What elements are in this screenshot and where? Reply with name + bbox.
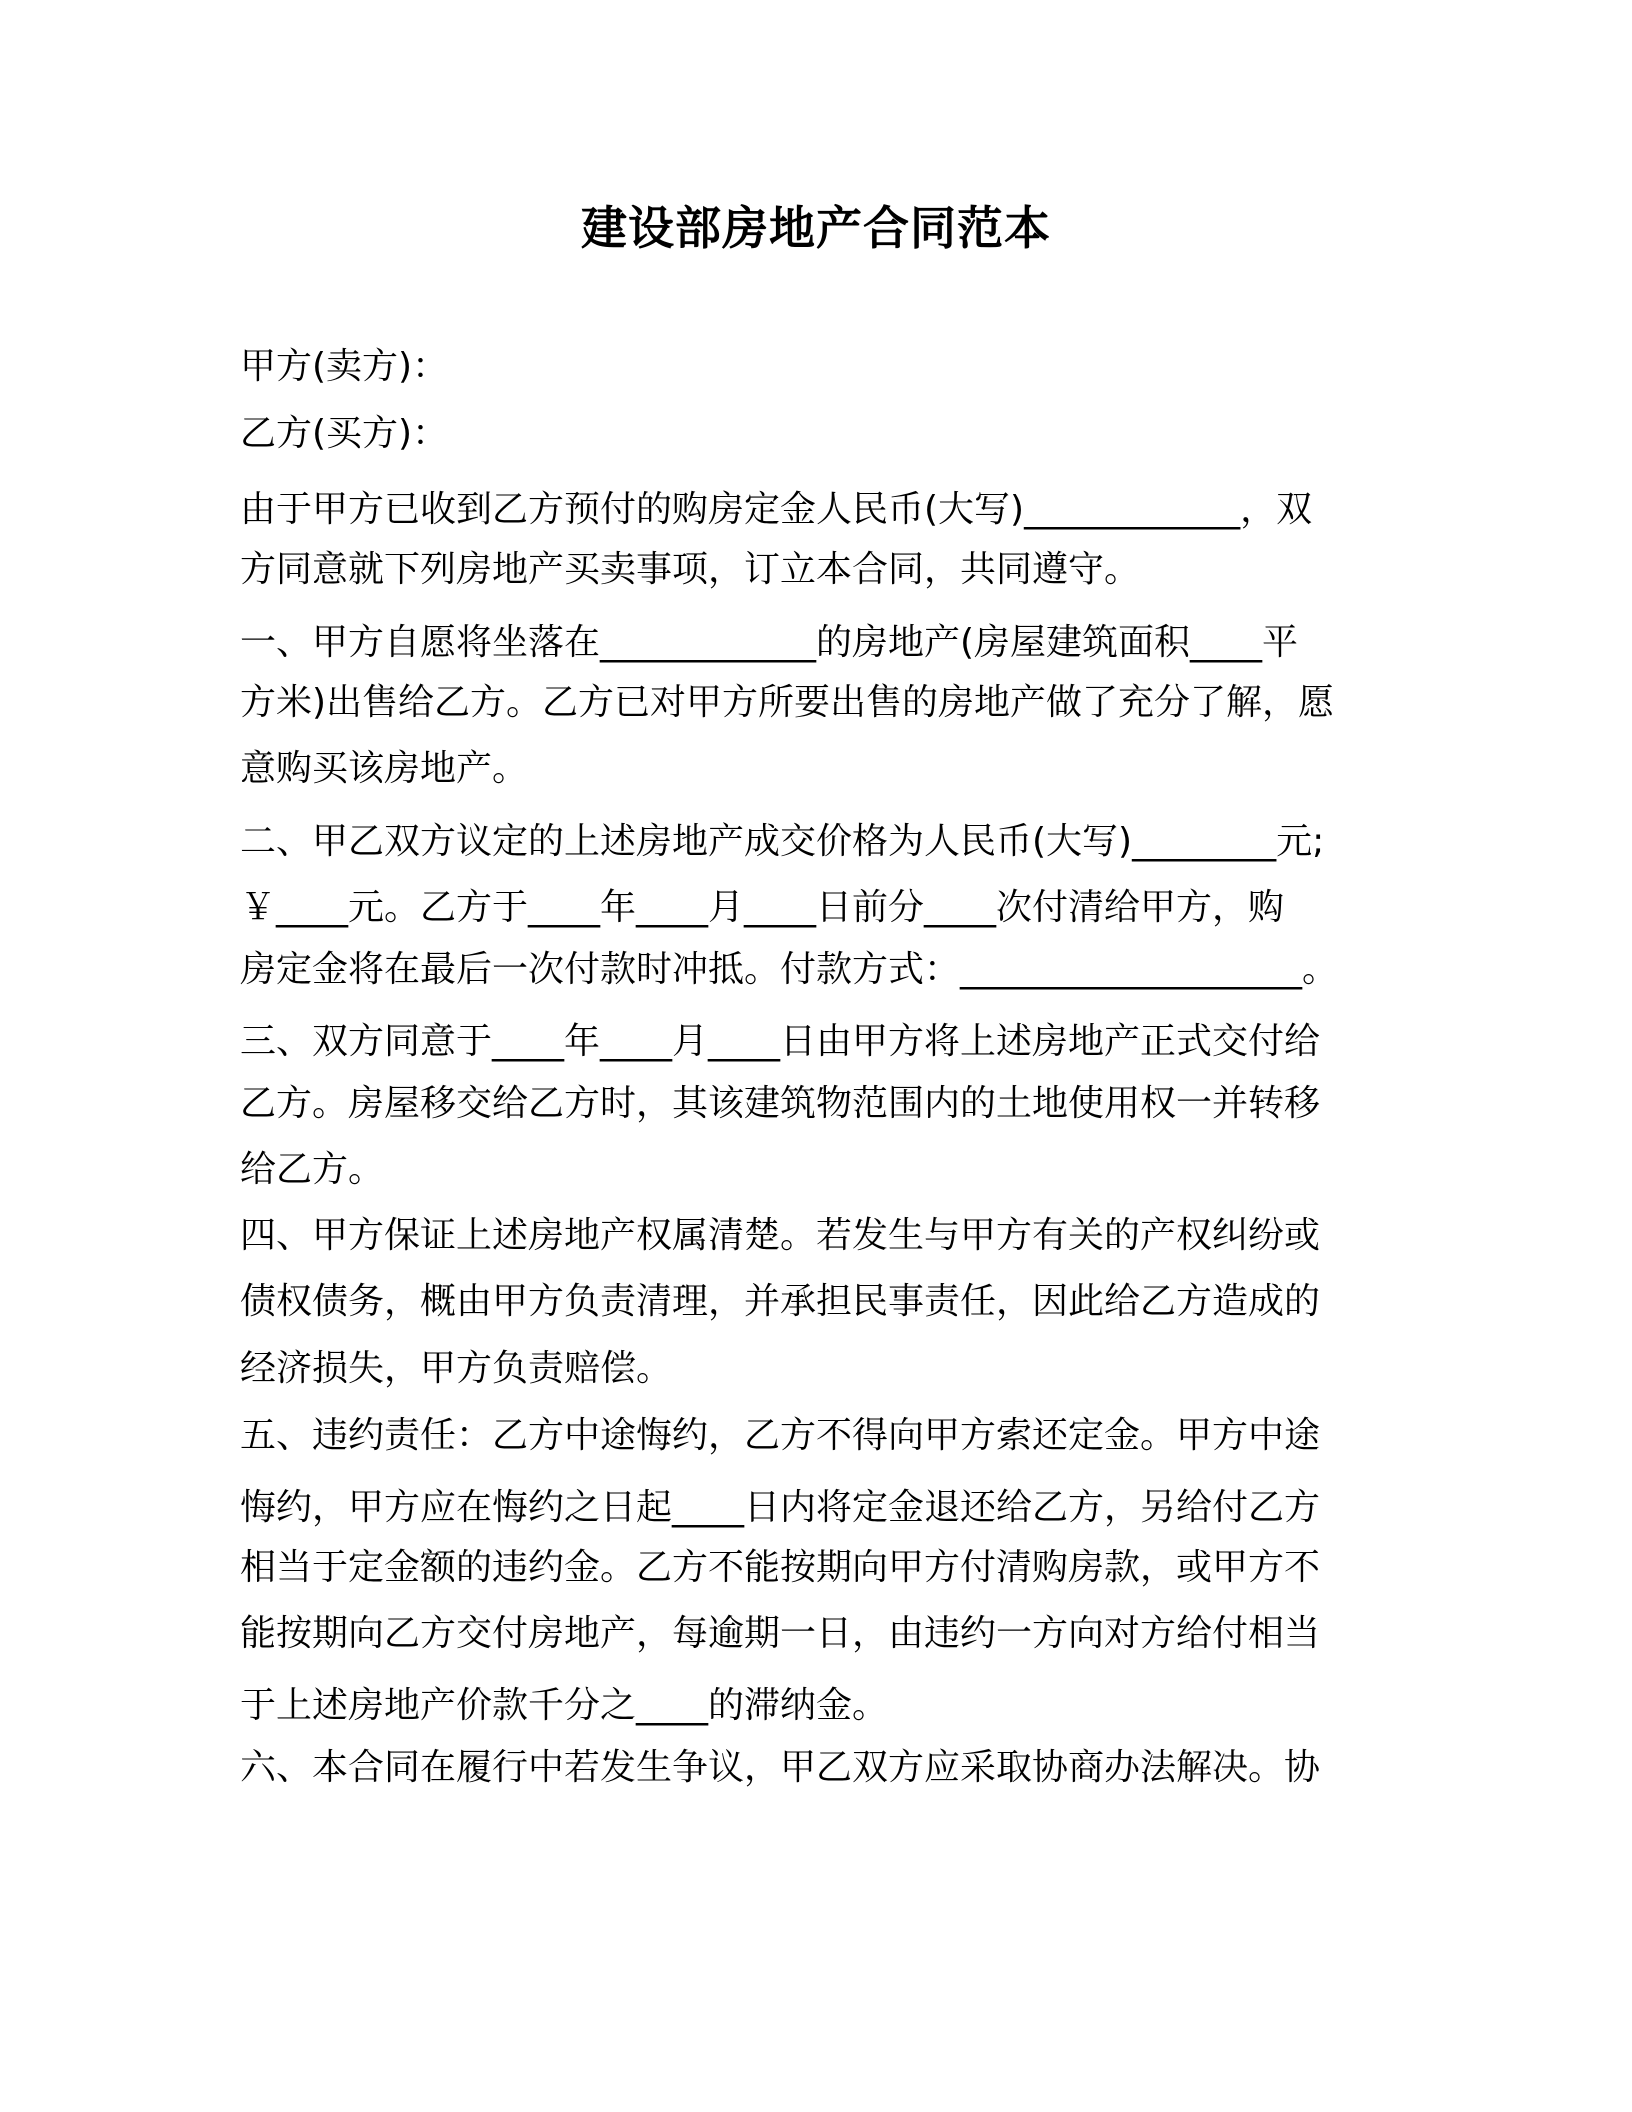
clause-4-line-2: 债权债务，概由甲方负责清理，并承担民事责任，因此给乙方造成的 <box>240 1281 1321 1322</box>
party-a-line: 甲方(卖方)： <box>240 346 449 387</box>
preamble-line-1: 由于甲方已收到乙方预付的购房定金人民币(大写)____________，双 <box>240 489 1313 530</box>
clause-2-line-1: 二、甲乙双方议定的上述房地产成交价格为人民币(大写)________元; <box>240 821 1325 862</box>
clause-4-line-1: 四、甲方保证上述房地产权属清楚。若发生与甲方有关的产权纠纷或 <box>240 1215 1321 1256</box>
clause-5-line-2: 悔约，甲方应在悔约之日起____日内将定金退还给乙方，另给付乙方 <box>240 1487 1321 1528</box>
clause-5-line-1: 五、违约责任：乙方中途悔约，乙方不得向甲方索还定金。甲方中途 <box>240 1415 1321 1456</box>
clause-2-line-2: ￥____元。乙方于____年____月____日前分____次付清给甲方，购 <box>240 887 1285 928</box>
clause-4-line-3: 经济损失，甲方负责赔偿。 <box>240 1348 673 1389</box>
clause-1-line-1: 一、甲方自愿将坐落在____________的房地产(房屋建筑面积____平 <box>240 622 1299 663</box>
document-title: 建设部房地产合同范本 <box>581 201 1051 255</box>
clause-6-line-1: 六、本合同在履行中若发生争议，甲乙双方应采取协商办法解决。协 <box>240 1747 1321 1788</box>
clause-5-line-4: 能按期向乙方交付房地产，每逾期一日，由违约一方向对方给付相当 <box>240 1613 1321 1654</box>
party-b-line: 乙方(买方)： <box>240 413 449 454</box>
clause-3-line-2: 乙方。房屋移交给乙方时，其该建筑物范围内的土地使用权一并转移 <box>240 1083 1321 1124</box>
clause-2-line-3: 房定金将在最后一次付款时冲抵。付款方式：___________________。 <box>240 949 1339 990</box>
clause-5-line-3: 相当于定金额的违约金。乙方不能按期向甲方付清购房款，或甲方不 <box>240 1547 1321 1588</box>
clause-1-line-2: 方米)出售给乙方。乙方已对甲方所要出售的房地产做了充分了解，愿 <box>240 682 1335 723</box>
clause-3-line-3: 给乙方。 <box>240 1149 385 1190</box>
clause-1-line-3: 意购买该房地产。 <box>240 748 529 789</box>
clause-3-line-1: 三、双方同意于____年____月____日由甲方将上述房地产正式交付给 <box>240 1021 1321 1062</box>
preamble-line-2: 方同意就下列房地产买卖事项，订立本合同，共同遵守。 <box>240 549 1141 590</box>
clause-5-line-5: 于上述房地产价款千分之____的滞纳金。 <box>240 1685 889 1726</box>
